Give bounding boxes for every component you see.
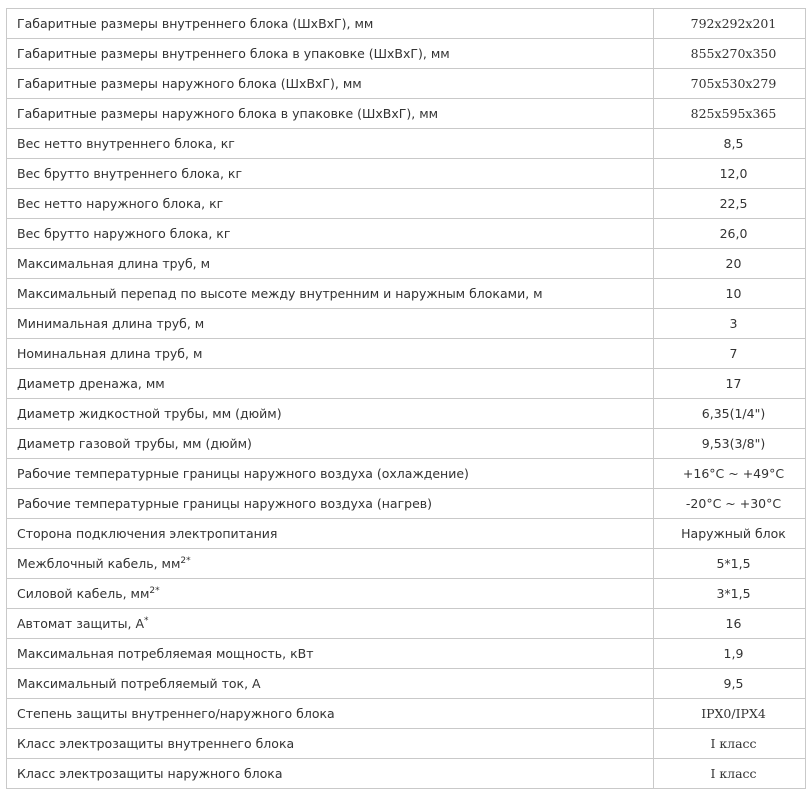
table-row	[7, 489, 806, 519]
spec-value: -20°C ~ +30°C	[654, 489, 806, 519]
specifications-table-body	[7, 9, 806, 789]
spec-name: Диаметр жидкостной трубы, мм (дюйм)	[17, 406, 282, 421]
table-row	[7, 189, 806, 219]
spec-value: I класс	[654, 759, 806, 789]
spec-name: Сторона подключения электропитания	[17, 526, 278, 541]
specifications-table	[6, 8, 806, 789]
spec-value: 20	[654, 249, 806, 279]
table-row	[7, 429, 806, 459]
spec-name: Габаритные размеры наружного блока (ШхВхГ), мм	[17, 76, 362, 91]
spec-value: 8,5	[654, 129, 806, 159]
spec-name-cell	[7, 279, 654, 309]
spec-name-superscript: 2*	[149, 585, 160, 596]
spec-name: Вес брутто наружного блока, кг	[17, 226, 231, 241]
spec-value: 17	[654, 369, 806, 399]
spec-name-superscript: 2*	[180, 555, 191, 566]
spec-name: Номинальная длина труб, м	[17, 346, 203, 361]
table-row	[7, 609, 806, 639]
spec-name-cell	[7, 429, 654, 459]
spec-name-cell	[7, 459, 654, 489]
spec-value: 16	[654, 609, 806, 639]
spec-value: 705x530x279	[654, 69, 806, 99]
spec-value: 855x270x350	[654, 39, 806, 69]
spec-name: Степень защиты внутреннего/наружного блока	[17, 706, 335, 721]
spec-name: Вес брутто внутреннего блока, кг	[17, 166, 243, 181]
spec-value: 5*1,5	[654, 549, 806, 579]
spec-name-cell	[7, 159, 654, 189]
spec-name: Класс электрозащиты внутреннего блока	[17, 736, 295, 751]
spec-name: Вес нетто наружного блока, кг	[17, 196, 224, 211]
spec-name: Габаритные размеры внутреннего блока (ШхВхГ), мм	[17, 16, 374, 31]
spec-name-cell	[7, 129, 654, 159]
spec-name: Межблочный кабель, мм	[17, 556, 181, 571]
spec-value: IPX0/IPX4	[654, 699, 806, 729]
spec-name-cell	[7, 519, 654, 549]
spec-name-cell	[7, 699, 654, 729]
table-row	[7, 519, 806, 549]
spec-value: 3	[654, 309, 806, 339]
spec-value: Наружный блок	[654, 519, 806, 549]
spec-value: 12,0	[654, 159, 806, 189]
spec-value: I класс	[654, 729, 806, 759]
spec-name-cell	[7, 669, 654, 699]
spec-name: Максимальная потребляемая мощность, кВт	[17, 646, 314, 661]
spec-name-cell	[7, 339, 654, 369]
spec-name: Габаритные размеры наружного блока в упаковке (ШхВхГ), мм	[17, 106, 439, 121]
spec-value: 10	[654, 279, 806, 309]
spec-value: 3*1,5	[654, 579, 806, 609]
table-row	[7, 39, 806, 69]
spec-name-cell	[7, 9, 654, 39]
spec-name-cell	[7, 309, 654, 339]
spec-name: Максимальный потребляемый ток, А	[17, 676, 261, 691]
table-row	[7, 9, 806, 39]
spec-value: 22,5	[654, 189, 806, 219]
spec-name-cell	[7, 189, 654, 219]
table-row	[7, 129, 806, 159]
spec-name: Минимальная длина труб, м	[17, 316, 205, 331]
table-row	[7, 549, 806, 579]
table-row	[7, 339, 806, 369]
table-row	[7, 159, 806, 189]
spec-value: 7	[654, 339, 806, 369]
spec-name-cell	[7, 729, 654, 759]
spec-name-cell	[7, 399, 654, 429]
spec-value: 792x292x201	[654, 9, 806, 39]
table-row	[7, 219, 806, 249]
spec-value: 26,0	[654, 219, 806, 249]
spec-name: Диаметр дренажа, мм	[17, 376, 165, 391]
spec-value: 1,9	[654, 639, 806, 669]
spec-name: Автомат защиты, А	[17, 616, 145, 631]
spec-name-cell	[7, 69, 654, 99]
spec-name-cell	[7, 639, 654, 669]
table-row	[7, 579, 806, 609]
table-row	[7, 459, 806, 489]
spec-name-cell	[7, 759, 654, 789]
table-row	[7, 399, 806, 429]
spec-name-cell	[7, 549, 654, 579]
spec-value: 825x595x365	[654, 99, 806, 129]
table-row	[7, 309, 806, 339]
spec-name-cell	[7, 579, 654, 609]
table-row	[7, 279, 806, 309]
spec-value: 6,35(1/4")	[654, 399, 806, 429]
table-row	[7, 729, 806, 759]
spec-name-superscript: *	[144, 615, 149, 626]
table-row	[7, 69, 806, 99]
table-row	[7, 759, 806, 789]
spec-value: +16°C ~ +49°C	[654, 459, 806, 489]
spec-name: Класс электрозащиты наружного блока	[17, 766, 283, 781]
spec-name: Рабочие температурные границы наружного воздуха (нагрев)	[17, 496, 433, 511]
table-row	[7, 369, 806, 399]
table-row	[7, 669, 806, 699]
spec-value: 9,5	[654, 669, 806, 699]
spec-name: Максимальная длина труб, м	[17, 256, 211, 271]
spec-name: Диаметр газовой трубы, мм (дюйм)	[17, 436, 252, 451]
table-row	[7, 99, 806, 129]
spec-name-cell	[7, 369, 654, 399]
spec-name-cell	[7, 39, 654, 69]
spec-name-cell	[7, 249, 654, 279]
spec-name: Силовой кабель, мм	[17, 586, 150, 601]
spec-name-cell	[7, 489, 654, 519]
table-row	[7, 639, 806, 669]
spec-name: Максимальный перепад по высоте между внутренним и наружным блоками, м	[17, 286, 543, 301]
table-row	[7, 699, 806, 729]
spec-name: Рабочие температурные границы наружного воздуха (охлаждение)	[17, 466, 469, 481]
spec-name-cell	[7, 609, 654, 639]
spec-value: 9,53(3/8")	[654, 429, 806, 459]
spec-name-cell	[7, 219, 654, 249]
spec-name-cell	[7, 99, 654, 129]
spec-name: Вес нетто внутреннего блока, кг	[17, 136, 235, 151]
spec-name: Габаритные размеры внутреннего блока в упаковке (ШхВхГ), мм	[17, 46, 450, 61]
table-row	[7, 249, 806, 279]
